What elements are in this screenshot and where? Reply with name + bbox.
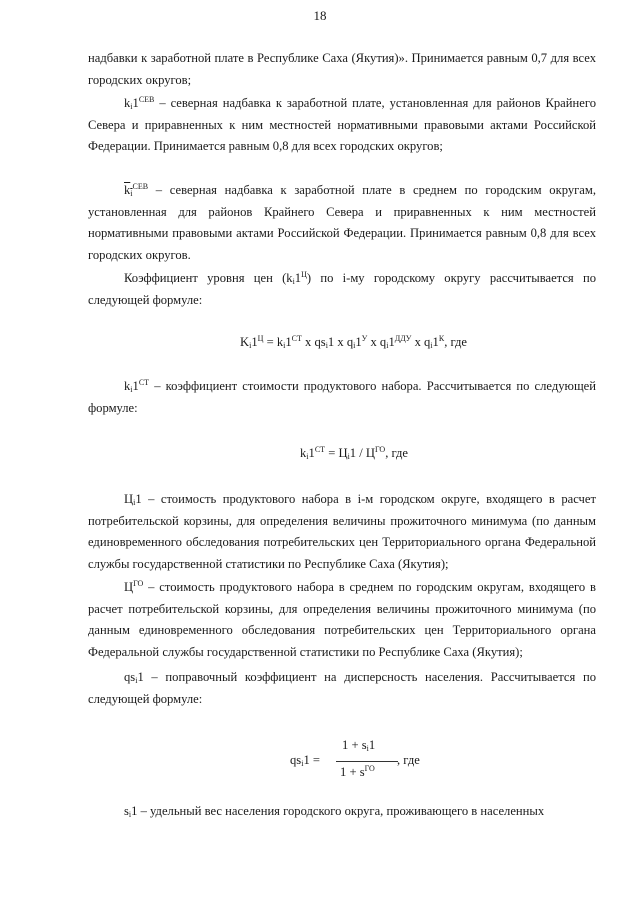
fraction-bar <box>336 761 398 762</box>
symbol: $qs_i1$ <box>124 670 144 685</box>
page-number: 18 <box>313 8 327 23</box>
paragraph-2: $k_i1^{СЕВ}$ – северная надбавка к заработной плате, установленная для районов Крайнего Севера и приравненных к ним местностей нормативными правовыми актами Российской Федерации. Принимается равным 0,8 для всех городских округов; <box>88 95 596 153</box>
fraction-denominator: $1 + s^{ГО}$ <box>340 764 375 779</box>
formula-tail: , где <box>397 753 420 767</box>
symbol: $k_i$ <box>124 183 133 198</box>
formula-lhs: $qs_i1$ = <box>290 753 320 768</box>
paragraph-7: $Ц^{ГО}$ – стоимость продуктового набора в среднем по городским округам, входящего в расчет потребительской корзины, для определения величины прожиточного минимума (по данным единовременного обследования потребительских цен Территориального органа Федеральной службы государственной статистики по Республике Саха (Якутия); <box>88 579 596 659</box>
formula-price-level: $K_i1^Ц = k_i1^{СТ}$ x $qs_i1$ x $q_i1^У$ x $q_i1^{ДДУ}$ x $q_i1^К$, где <box>240 334 468 350</box>
symbol: $k_i1^{СТ}$ <box>124 378 150 394</box>
paragraph-4: Коэффициент уровня цен $(k_i1^Ц)$ по i-му городскому округу рассчитывается по следующей формуле: <box>88 270 596 307</box>
paragraph-1: надбавки к заработной плате в Республике Саха (Якутия)». Принимается равным 0,7 для всех городских округов; <box>88 51 596 87</box>
symbol: $Ц^{ГО}$ <box>124 579 144 594</box>
fraction-numerator: $1 + s_i1$ <box>342 738 376 753</box>
symbol: $k_i1^{СЕВ}$ <box>124 95 155 111</box>
symbol: $s_i1$ <box>124 804 138 819</box>
paragraph-3: $k_i^{СЕВ}$ – северная надбавка к заработной плате в среднем по городским округам, установленная для районов Крайнего Севера и приравненных к ним местностей нормативными правовыми актами Российской Федерации. Принимается равным 0,8 для всех городских округов. <box>88 182 596 262</box>
paragraph-5: $k_i1^{СТ}$ – коэффициент стоимости продуктового набора. Рассчитывается по следующей формуле: <box>88 378 596 415</box>
paragraph-6: $Ц_i1$ – стоимость продуктового набора в i-м городском округе, входящего в расчет потребительской корзины, для определения величины прожиточного минимума (по данным единовременного обследования потребительских цен Территориального органа Федеральной службы государственной статистики по Республике Саха (Якутия); <box>88 492 596 571</box>
symbol: $Ц_i1$ <box>124 492 142 507</box>
paragraph-9: $s_i1$ – удельный вес населения городского округа, проживающего в населенных <box>124 804 545 819</box>
formula-cost-coefficient: $k_i1^{СТ} = Ц_i1 / Ц^{ГО}$, где <box>300 445 409 461</box>
paragraph-8: $qs_i1$ – поправочный коэффициент на дисперсность населения. Рассчитывается по следующей формуле: <box>88 670 596 706</box>
